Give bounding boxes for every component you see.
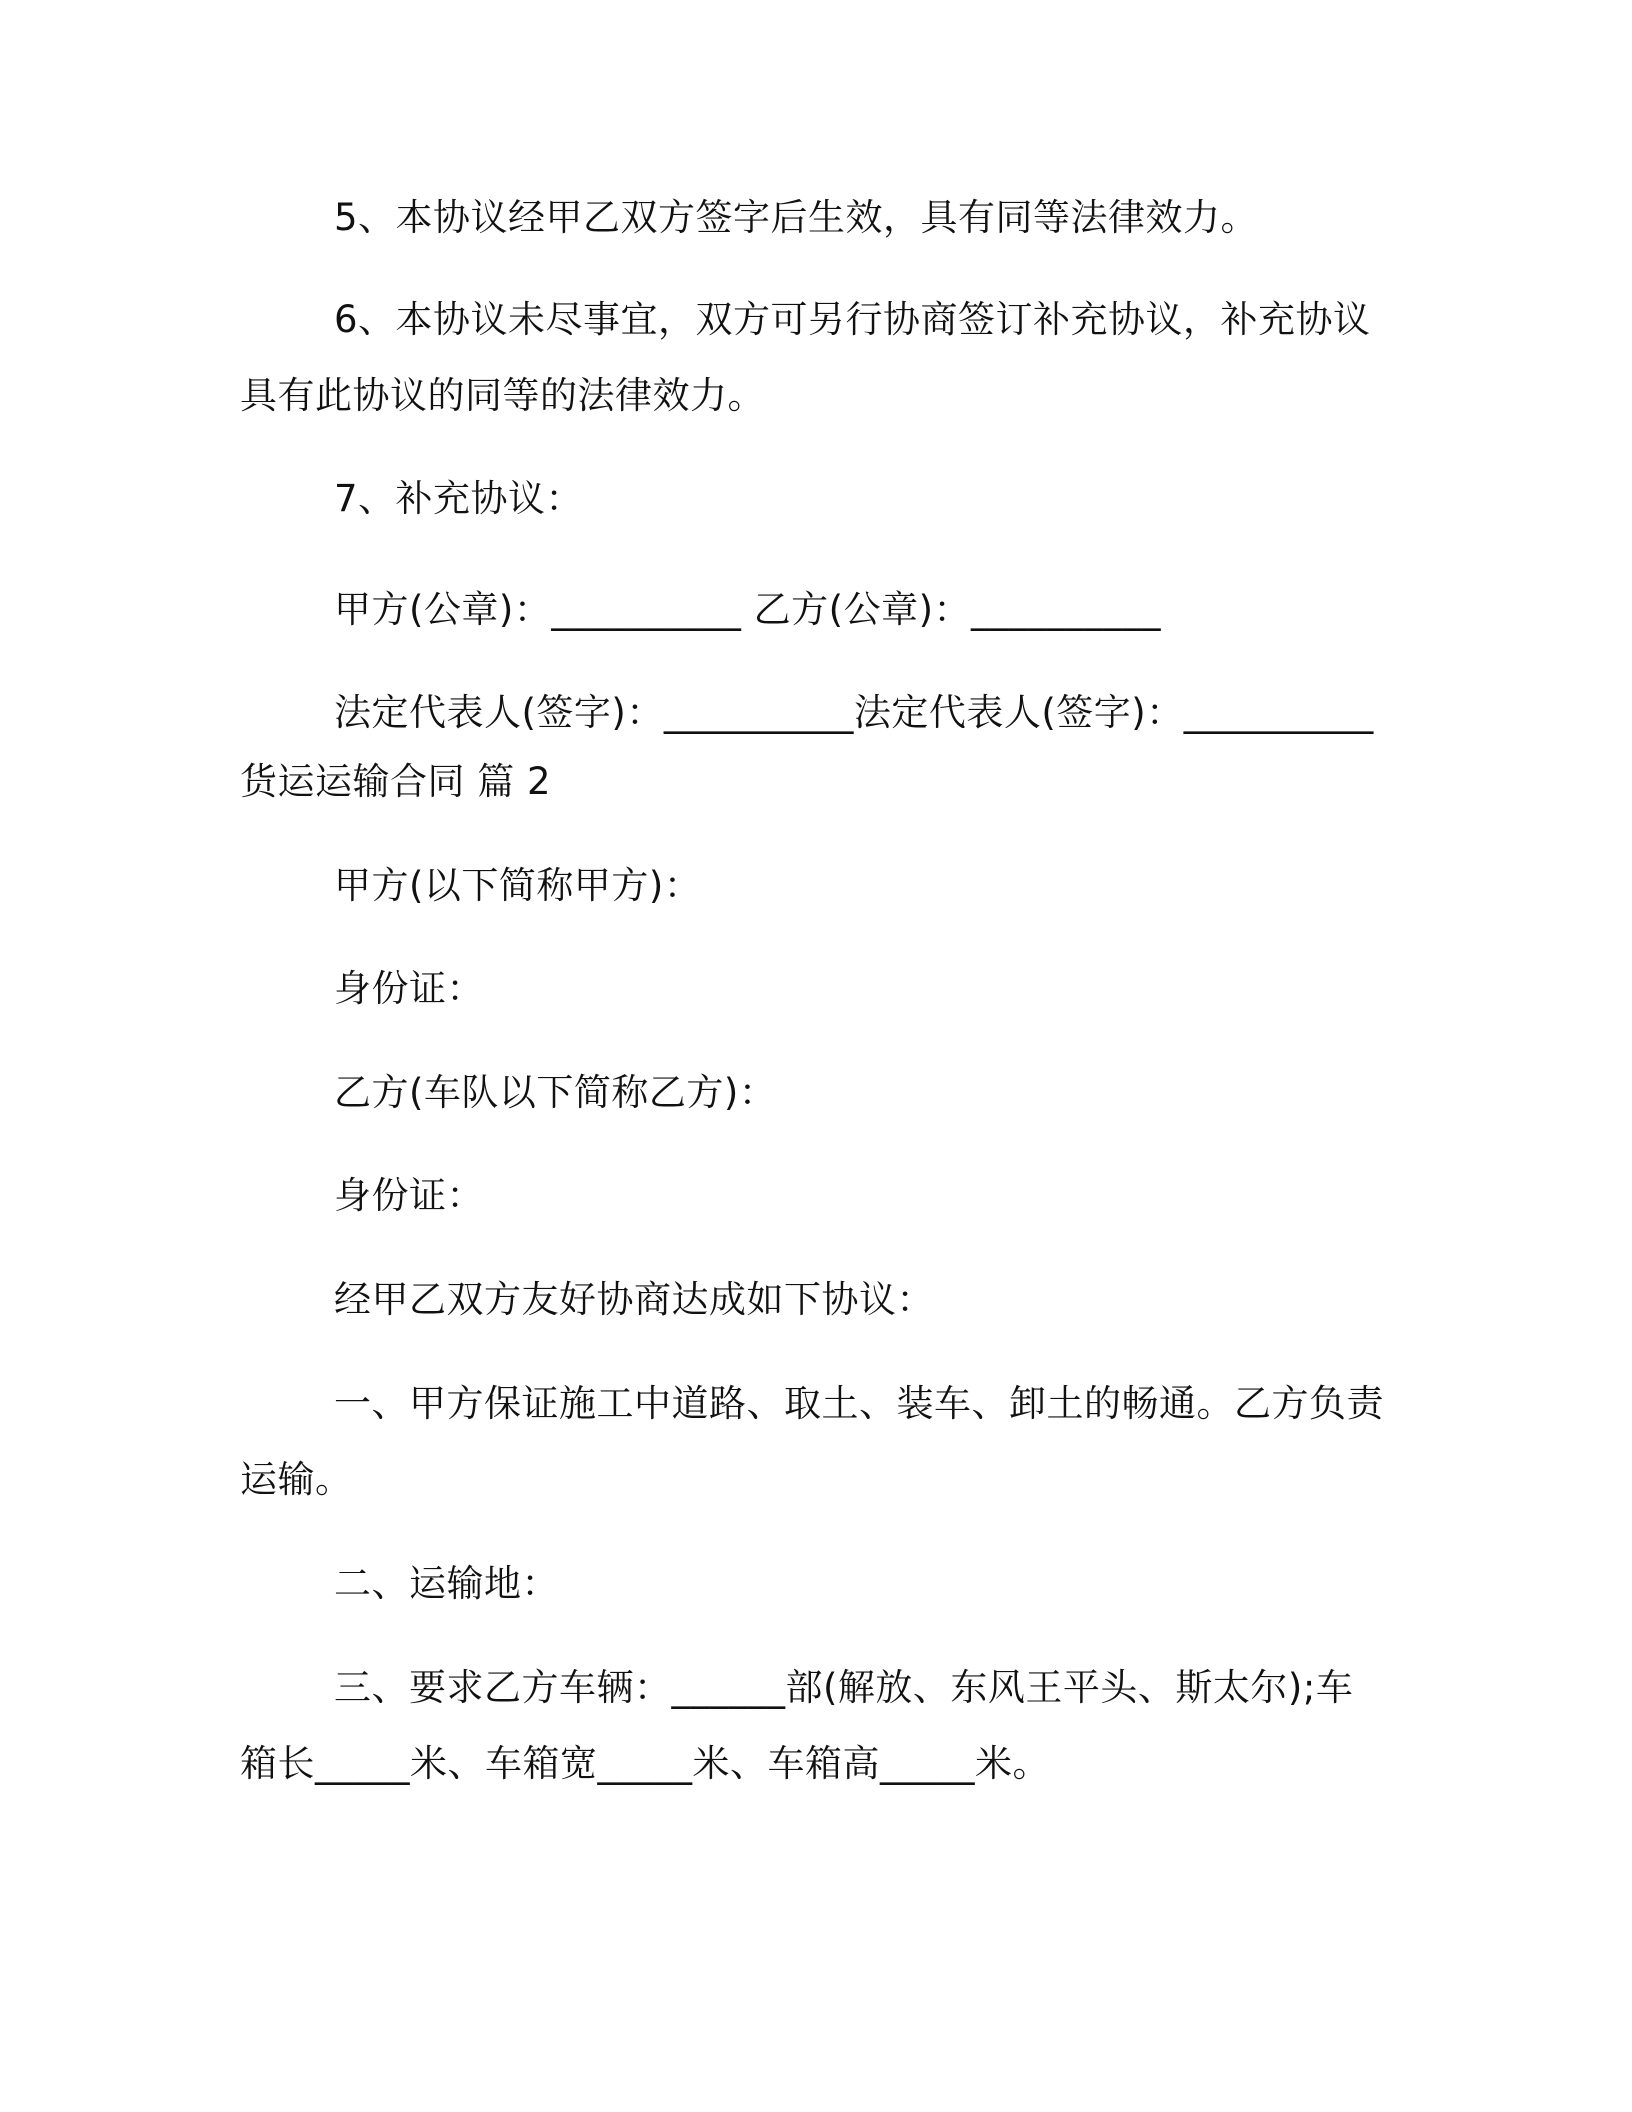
clause-7-text: 7、补充协议： (334, 477, 584, 520)
seal-signature-line: 甲方(公章)：__________ 乙方(公章)：__________ (334, 588, 1162, 631)
article-2-text: 二、运输地： (334, 1562, 559, 1605)
agreement-intro-text: 经甲乙双方友好协商达成如下协议： (334, 1278, 934, 1321)
section-heading: 货运运输合同 篇 2 (240, 760, 552, 803)
clause-6-text-line-1: 6、本协议未尽事宜，双方可另行协商签订补充协议，补充协议 (334, 298, 1371, 341)
party-a-label: 甲方(以下简称甲方)： (334, 864, 702, 907)
party-b-label: 乙方(车队以下简称乙方)： (334, 1071, 777, 1114)
clause-6-text-line-2: 具有此协议的同等的法律效力。 (240, 374, 765, 417)
article-3-text-line-2: 箱长_____米、车箱宽_____米、车箱高_____米。 (240, 1742, 1050, 1785)
clause-5-text: 5、本协议经甲乙双方签字后生效，具有同等法律效力。 (334, 196, 1259, 239)
article-1-text-line-2: 运输。 (240, 1458, 353, 1501)
party-b-id-label: 身份证： (334, 1174, 484, 1217)
article-3-text-line-1: 三、要求乙方车辆：______部(解放、东风王平头、斯太尔);车 (334, 1666, 1354, 1709)
party-a-id-label: 身份证： (334, 967, 484, 1010)
legal-representative-signature-line: 法定代表人(签字)：__________法定代表人(签字)：__________ (334, 691, 1374, 734)
article-1-text-line-1: 一、甲方保证施工中道路、取土、装车、卸土的畅通。乙方负责 (334, 1382, 1384, 1425)
